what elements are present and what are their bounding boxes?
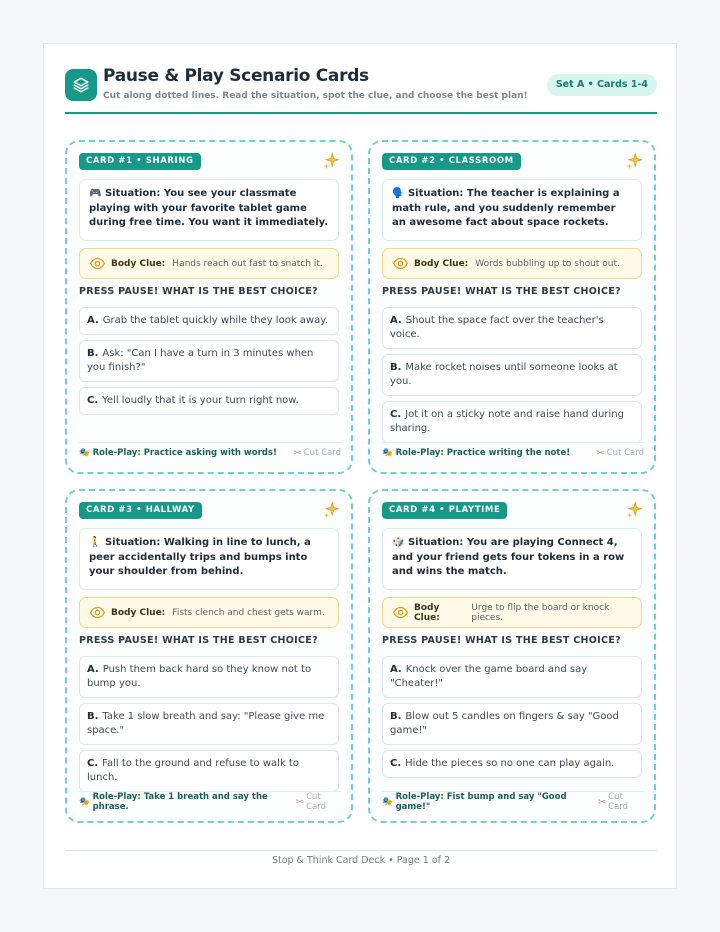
body-clue	[79, 248, 339, 279]
scenario-card-3	[65, 489, 353, 823]
cut-card-label: ✂ Cut Card	[597, 792, 629, 812]
speaking-head-icon: 🗣️	[392, 188, 405, 199]
cut-card-label: ✂ Cut Card	[293, 447, 341, 459]
clue-text: Hands reach out fast to snatch it.	[172, 258, 323, 269]
theater-masks-icon: 🎭	[382, 797, 393, 807]
scissors-icon: ✂	[293, 447, 302, 459]
question-prompt: PRESS PAUSE! WHAT IS THE BEST CHOICE?	[382, 286, 621, 297]
person-walking-icon: 🚶	[89, 537, 102, 548]
option-b[interactable]: B. Take 1 slow breath and say: "Please give me space."	[79, 703, 339, 745]
options-list	[382, 307, 642, 448]
card-footer	[382, 442, 644, 463]
clue-text: Urge to flip the board or knock pieces.	[471, 602, 610, 623]
footer-divider	[65, 850, 657, 851]
gamepad-icon: 🎮	[89, 188, 102, 199]
scenario-card-2	[368, 140, 656, 474]
sparkle-icon	[626, 152, 643, 169]
situation-label: Situation:	[104, 537, 161, 548]
option-b[interactable]: B. Make rocket noises until someone looks at you.	[382, 354, 642, 396]
card-tag: CARD #4 • PLAYTIME	[382, 502, 507, 519]
eye-icon	[90, 256, 105, 271]
option-a[interactable]: A. Knock over the game board and say "Cheater!"	[382, 656, 642, 698]
header-divider	[65, 112, 657, 114]
options-list	[382, 656, 642, 783]
option-a[interactable]: A. Shout the space fact over the teacher's voice.	[382, 307, 642, 349]
situation-box	[382, 528, 642, 590]
eye-icon	[90, 605, 105, 620]
clue-text: Words bubbling up to shout out.	[475, 258, 620, 269]
situation-box	[382, 179, 642, 241]
situation-label: Situation:	[407, 188, 464, 199]
situation-text: You see your classmate playing with your favorite tablet game during free time. You want it immediately.	[89, 188, 329, 228]
card-tag: CARD #3 • HALLWAY	[79, 502, 202, 519]
option-a[interactable]: A. Grab the tablet quickly while they look away.	[79, 307, 339, 335]
question-prompt: PRESS PAUSE! WHAT IS THE BEST CHOICE?	[382, 635, 621, 646]
clue-label: Body Clue:	[414, 602, 440, 623]
clue-text: Fists clench and chest gets warm.	[172, 607, 325, 618]
theater-masks-icon: 🎭	[79, 448, 90, 458]
question-prompt: PRESS PAUSE! WHAT IS THE BEST CHOICE?	[79, 286, 318, 297]
set-badge: Set A • Cards 1-4	[547, 74, 657, 96]
roleplay-tip: 🎭 Role-Play: Practice asking with words!	[79, 448, 277, 458]
card-tag: CARD #1 • SHARING	[79, 153, 201, 170]
card-footer	[79, 791, 341, 812]
theater-masks-icon: 🎭	[382, 448, 393, 458]
option-a[interactable]: A. Push them back hard so they know not to bump you.	[79, 656, 339, 698]
dice-icon: 🎲	[392, 537, 405, 548]
body-clue	[79, 597, 339, 628]
page-header	[65, 66, 657, 116]
clue-label: Body Clue:	[414, 258, 469, 269]
page-subtitle: Cut along dotted lines. Read the situation, spot the clue, and choose the best plan!	[103, 91, 528, 101]
option-c[interactable]: C. Jot it on a sticky note and raise hand during sharing.	[382, 401, 642, 443]
situation-text: The teacher is explaining a math rule, and you suddenly remember an awesome fact about space rockets.	[392, 188, 620, 228]
roleplay-tip: 🎭 Role-Play: Fist bump and say "Good game!"	[382, 792, 567, 812]
card-footer	[79, 442, 341, 463]
scenario-card-1	[65, 140, 353, 474]
roleplay-tip: 🎭 Role-Play: Practice writing the note!	[382, 448, 571, 458]
clue-label: Body Clue:	[111, 258, 166, 269]
scenario-card-4	[368, 489, 656, 823]
page-title: Pause & Play Scenario Cards	[103, 66, 369, 86]
theater-masks-icon: 🎭	[79, 797, 90, 807]
sparkle-icon	[626, 501, 643, 518]
cut-card-label: ✂ Cut Card	[596, 447, 644, 459]
sparkle-icon	[323, 152, 340, 169]
sparkle-icon	[323, 501, 340, 518]
body-clue	[382, 597, 642, 628]
roleplay-tip: 🎭 Role-Play: Take 1 breath and say the phrase.	[79, 792, 268, 812]
eye-icon	[393, 605, 408, 620]
situation-label: Situation:	[104, 188, 161, 199]
scissors-icon: ✂	[295, 796, 305, 808]
stack-layers-icon	[65, 69, 97, 101]
situation-label: Situation:	[407, 537, 464, 548]
card-tag: CARD #2 • CLASSROOM	[382, 153, 521, 170]
eye-icon	[393, 256, 408, 271]
options-list	[79, 307, 339, 420]
situation-box	[79, 528, 339, 590]
option-b[interactable]: B. Ask: "Can I have a turn in 3 minutes when you finish?"	[79, 340, 339, 382]
card-footer	[382, 791, 644, 812]
option-c[interactable]: C. Fall to the ground and refuse to walk to lunch.	[79, 750, 339, 792]
body-clue	[382, 248, 642, 279]
page-footer: Stop & Think Card Deck • Page 1 of 2	[271, 855, 451, 866]
options-list	[79, 656, 339, 797]
scissors-icon: ✂	[596, 447, 605, 459]
situation-text: You are playing Connect 4, and your friend gets four tokens in a row and wins the match.	[392, 537, 625, 577]
scissors-icon: ✂	[597, 796, 607, 808]
situation-box	[79, 179, 339, 241]
situation-text: Walking in line to lunch, a peer accidentally trips and bumps into your shoulder from behind.	[89, 537, 311, 577]
question-prompt: PRESS PAUSE! WHAT IS THE BEST CHOICE?	[79, 635, 318, 646]
clue-label: Body Clue:	[111, 607, 166, 618]
option-b[interactable]: B. Blow out 5 candles on fingers & say "Good game!"	[382, 703, 642, 745]
worksheet-page	[43, 43, 677, 889]
option-c[interactable]: C. Yell loudly that it is your turn right now.	[79, 387, 339, 415]
option-c[interactable]: C. Hide the pieces so no one can play again.	[382, 750, 642, 778]
cut-card-label: ✂ Cut Card	[295, 792, 326, 812]
